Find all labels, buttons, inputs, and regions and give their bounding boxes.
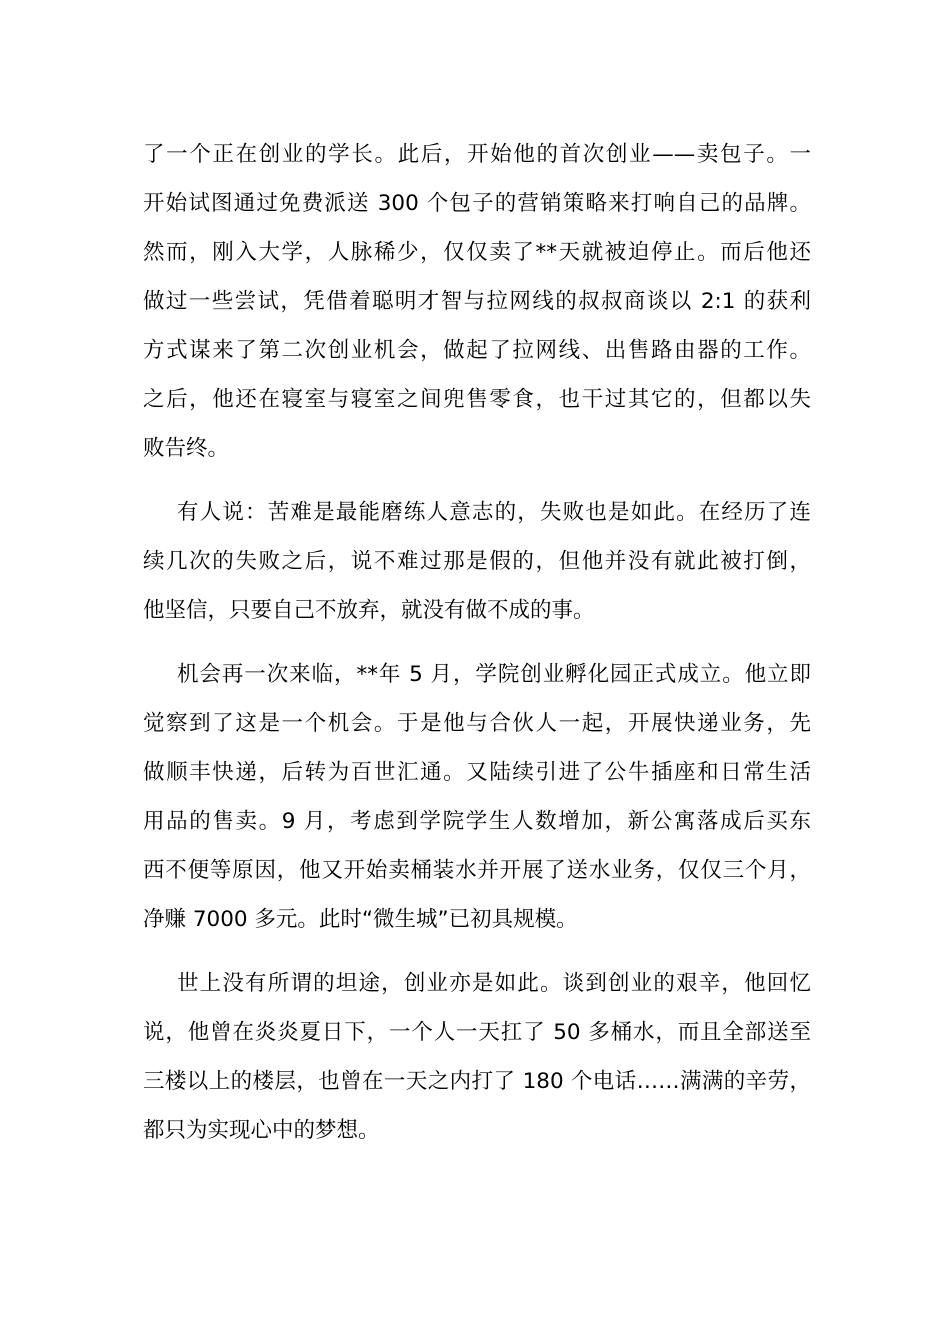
text-line: 开始试图通过免费派送 300 个包子的营销策略来打响自己的品牌。 xyxy=(143,191,811,216)
paragraph-4 xyxy=(143,959,811,1155)
text-line: 三楼以上的楼层，也曾在一天之内打了 180 个电话……满满的辛劳， xyxy=(143,1069,811,1094)
text-line: 续几次的失败之后，说不难过那是假的，但他并没有就此被打倒， xyxy=(143,549,811,574)
paragraph-spacer xyxy=(143,944,811,959)
text-line: 世上没有所谓的坦途，创业亦是如此。谈到创业的艰辛，他回忆 xyxy=(177,971,811,996)
text-line: 了一个正在创业的学长。此后，开始他的首次创业——卖包子。一 xyxy=(143,142,811,167)
text-line: 说，他曾在炎炎夏日下，一个人一天扛了 50 多桶水，而且全部送至 xyxy=(143,1020,811,1045)
article-body xyxy=(143,130,811,1155)
text-line: 净赚 7000 多元。此时“微生城”已初具规模。 xyxy=(143,907,578,932)
text-line: 败告终。 xyxy=(143,436,230,461)
text-line: 觉察到了这是一个机会。于是他与合伙人一起，开展快递业务，先 xyxy=(143,711,811,736)
text-line: 他坚信，只要自己不放弃，就没有做不成的事。 xyxy=(143,598,595,623)
text-line: 用品的售卖。9 月，考虑到学院学生人数增加，新公寓落成后买东 xyxy=(143,809,811,834)
paragraph-1 xyxy=(143,130,811,473)
paragraph-spacer xyxy=(143,635,811,650)
text-line: 方式谋来了第二次创业机会，做起了拉网线、出售路由器的工作。 xyxy=(143,338,811,363)
text-line: 都只为实现心中的梦想。 xyxy=(143,1118,380,1143)
text-line: 然而，刚入大学，人脉稀少，仅仅卖了**天就被迫停止。而后他还 xyxy=(143,240,811,265)
paragraph-2 xyxy=(143,488,811,635)
text-line: 有人说：苦难是最能磨练人意志的，失败也是如此。在经历了连 xyxy=(177,500,811,525)
text-line: 西不便等原因，他又开始卖桶装水并开展了送水业务，仅仅三个月， xyxy=(143,858,811,883)
paragraph-spacer xyxy=(143,473,811,488)
text-line: 之后，他还在寝室与寝室之间兜售零食，也干过其它的，但都以失 xyxy=(143,387,811,412)
text-line: 做过一些尝试，凭借着聪明才智与拉网线的叔叔商谈以 2:1 的获利 xyxy=(143,289,811,314)
text-line: 机会再一次来临，**年 5 月，学院创业孵化园正式成立。他立即 xyxy=(177,662,811,687)
paragraph-3 xyxy=(143,650,811,944)
text-line: 做顺丰快递，后转为百世汇通。又陆续引进了公牛插座和日常生活 xyxy=(143,760,811,785)
